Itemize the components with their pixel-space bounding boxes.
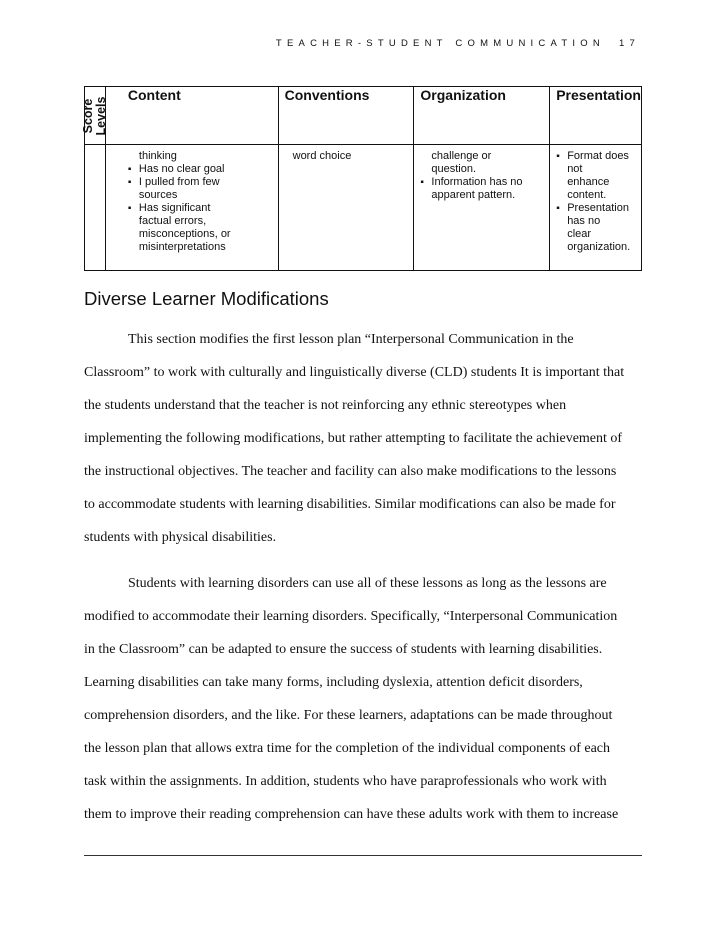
running-header (0, 38, 640, 49)
paragraph-line: the students understand that the teacher is not reinforcing any ethnic stereotypes when (84, 398, 567, 413)
levels-label: Levels (94, 96, 108, 136)
rubric-header-row (85, 87, 642, 145)
running-header-title: TEACHER-STUDENT COMMUNICATION (275, 38, 605, 49)
paragraph-line: task within the assignments. In addition, students who have paraprofessionals who work with (84, 774, 607, 789)
paragraph-line: the instructional objectives. The teacher and facility can also make modifications to the lessons (84, 464, 617, 479)
score-label: Score (81, 98, 95, 134)
conventions-continuation: word choice (292, 150, 352, 162)
paragraph-line: the lesson plan that allows extra time for the completion of the individual components of each (84, 741, 611, 756)
list-item-text: misconceptions, or (138, 228, 231, 240)
list-item-text: Format does not (567, 150, 629, 175)
organization-continuation: challenge or (431, 150, 492, 162)
list-item (128, 202, 274, 254)
conventions-cell (278, 145, 414, 271)
bullet-square-icon (128, 176, 132, 189)
paragraph-line: This section modifies the first lesson plan “Interpersonal Communication in the (128, 332, 574, 347)
list-item-text: clear organization. (567, 228, 631, 253)
column-header-organization: Organization (414, 87, 550, 145)
paragraph-line: students with physical disabilities. (84, 530, 277, 545)
section-heading: Diverse Learner Modifications (84, 288, 329, 309)
list-item (128, 176, 274, 202)
content-continuation: thinking (138, 150, 177, 162)
list-item-text: Has no clear goal (138, 163, 225, 175)
paragraph-line: in the Classroom” can be adapted to ensure the success of students with learning disabilities. (84, 642, 603, 657)
bullet-square-icon (556, 150, 560, 163)
list-item (128, 163, 274, 176)
organization-continuation: question. (431, 163, 477, 175)
list-item (556, 150, 637, 202)
paragraph-line: Learning disabilities can take many forms, including dyslexia, attention deficit disorders, (84, 675, 583, 690)
page-number: 17 (618, 38, 640, 49)
column-header-conventions: Conventions (278, 87, 414, 145)
list-item-text: factual errors, (138, 215, 207, 227)
presentation-cell (550, 145, 642, 271)
list-item-text: Has significant (138, 202, 211, 214)
paragraph-line: Classroom” to work with culturally and linguistically diverse (CLD) students It is important that (84, 365, 625, 380)
list-item-text: sources (138, 189, 178, 201)
rubric-row (85, 145, 642, 271)
footer-rule (84, 855, 642, 856)
content-cell (105, 145, 278, 271)
list-item-text: Information has no (431, 176, 523, 188)
list-item (556, 202, 637, 254)
paragraph-line: to accommodate students with learning disabilities. Similar modifications can also be made for (84, 497, 616, 512)
bullet-square-icon (556, 202, 560, 215)
bullet-square-icon (128, 202, 132, 215)
column-header-presentation: Presentation (550, 87, 642, 145)
paragraph-line: modified to accommodate their learning disorders. Specifically, “Interpersonal Communication (84, 609, 618, 624)
score-levels-header (81, 87, 108, 145)
column-header-content: Content (105, 87, 278, 145)
list-item-text: misinterpretations (138, 241, 226, 253)
list-item-text: I pulled from few (138, 176, 220, 188)
rubric-table (81, 86, 642, 271)
list-item-text: Presentation has no (567, 202, 629, 227)
list-item-text: apparent pattern. (431, 189, 516, 201)
paragraph-line: them to improve their reading comprehension can have these adults work with them to increase (84, 807, 619, 822)
list-item (420, 176, 545, 202)
paragraph-line: Students with learning disorders can use all of these lessons as long as the lessons are (128, 576, 607, 591)
bullet-square-icon (420, 176, 424, 189)
paragraph-line: implementing the following modifications, but rather attempting to facilitate the achievement of (84, 431, 623, 446)
list-item-text: enhance content. (567, 176, 610, 201)
bullet-square-icon (128, 163, 132, 176)
score-cell (85, 145, 106, 271)
organization-cell (414, 145, 550, 271)
paragraph-line: comprehension disorders, and the like. For these learners, adaptations can be made throughout (84, 708, 613, 723)
